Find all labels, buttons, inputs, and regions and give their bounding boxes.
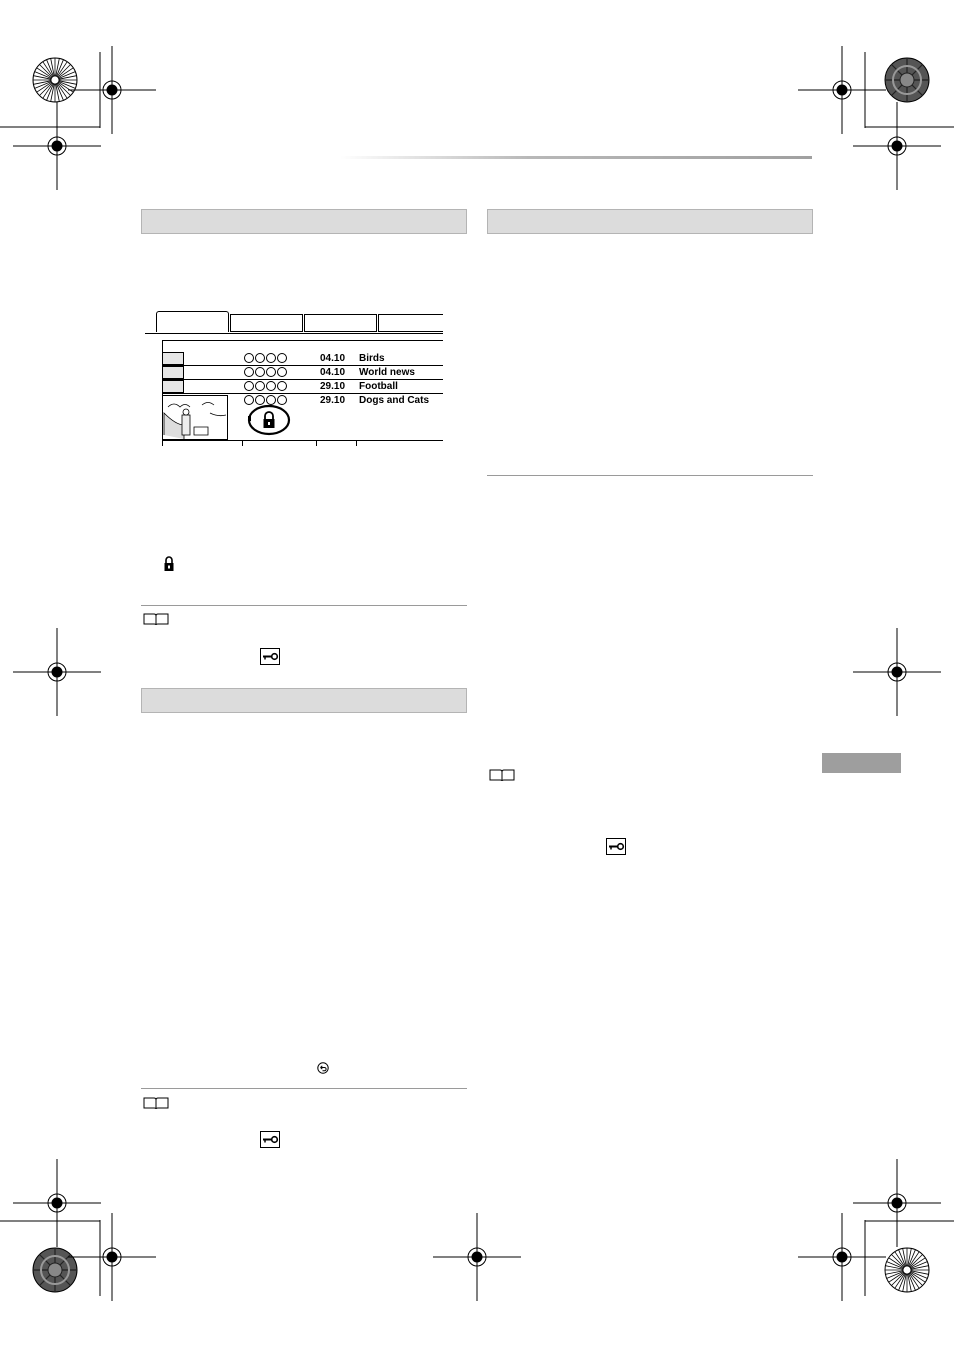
divider-rule [141, 1088, 467, 1089]
preview-thumbnail [162, 395, 228, 440]
thumbnail [162, 380, 184, 393]
section-heading-bar-left-bottom [141, 688, 467, 713]
row-title: Dogs and Cats [359, 395, 430, 406]
tab-1[interactable] [156, 311, 229, 332]
table-row[interactable] [162, 380, 443, 394]
book-icon [143, 612, 169, 626]
lock-icon [163, 556, 175, 572]
status-circles [244, 381, 287, 391]
side-index-tab [822, 753, 901, 773]
lock-highlight [246, 403, 292, 437]
return-icon [317, 1062, 329, 1074]
recording-list-illustration [145, 311, 445, 446]
table-row[interactable] [162, 366, 443, 380]
status-circles [244, 367, 287, 377]
row-date: 29.10 [320, 395, 346, 406]
tab-4[interactable] [378, 314, 443, 332]
status-circles [244, 353, 287, 363]
key-icon [260, 648, 280, 665]
thumbnail [162, 352, 184, 365]
section-heading-bar-right-top [487, 209, 813, 234]
row-date: 04.10 [320, 353, 346, 364]
book-icon [489, 768, 515, 782]
divider-rule [141, 605, 467, 606]
row-title: Birds [359, 353, 385, 364]
registration-star-top-right [885, 58, 929, 102]
tab-3[interactable] [304, 314, 377, 332]
key-icon [606, 838, 626, 855]
tab-2[interactable] [230, 314, 303, 332]
divider-rule [487, 475, 813, 476]
tab-strip [145, 314, 443, 334]
thumbnail [162, 366, 184, 379]
registration-star-top-left [33, 58, 77, 102]
row-date: 04.10 [320, 367, 346, 378]
book-icon [143, 1096, 169, 1110]
recording-table [162, 352, 443, 447]
registration-star-bottom-left [33, 1248, 77, 1292]
tab-baseline [145, 333, 443, 334]
row-title: Football [359, 381, 398, 392]
registration-star-bottom-right [885, 1248, 929, 1292]
key-icon [260, 1131, 280, 1148]
section-heading-bar-left-top [141, 209, 467, 234]
row-title: World news [359, 367, 415, 378]
header-rule [340, 156, 812, 159]
table-row[interactable] [162, 352, 443, 366]
row-date: 29.10 [320, 381, 346, 392]
